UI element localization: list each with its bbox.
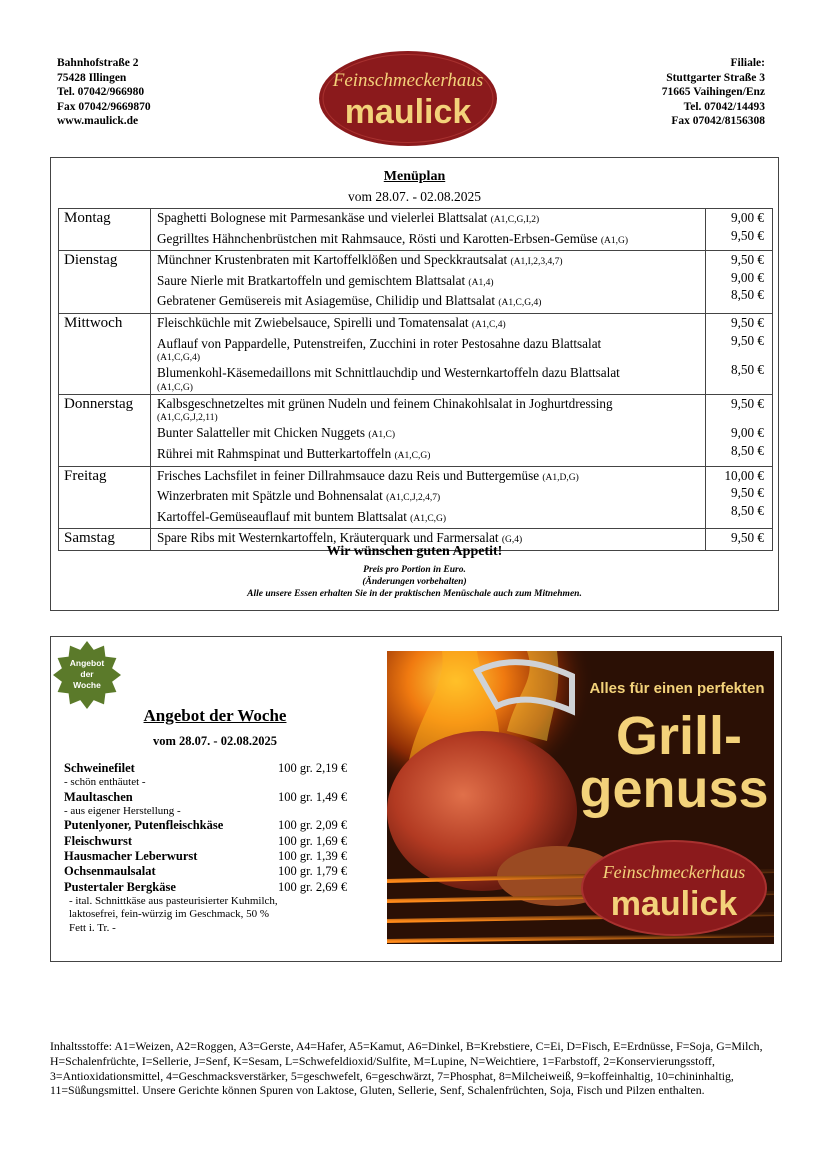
dish-item [157,467,705,488]
offer-item-name: Schweinefilet [64,761,135,775]
offer-item [64,818,364,833]
main-store-address [57,56,151,129]
offer-item-price: 100 gr. 1,69 € [278,833,348,848]
dish-price: 9,50 € [731,332,764,348]
note-line: Preis pro Portion in Euro. [363,565,466,575]
badge-line: Woche [73,680,101,690]
promo-logo-name: maulick [610,885,738,923]
dish-allergens: (A1,C,G,J,2,11) [157,413,218,424]
dish-allergens: (A1,C,G) [157,382,193,393]
offer-item [64,849,364,864]
dish-item [157,335,705,365]
price-list [706,394,773,466]
greeting: Wir wünschen guten Appetit! [326,544,503,559]
menu-table [58,208,773,551]
menu-title: Menüplan [383,169,446,184]
dish-text: Spaghetti Bolognese mit Parmesankäse und vielerlei Blattsalat [157,210,488,225]
offer-item-price: 100 gr. 2,19 € [278,761,348,775]
offer-item-name: Hausmacher Leberwurst [64,849,198,864]
day-name: Dienstag [59,251,151,314]
badge-line: Angebot [69,658,105,668]
phone-line: Tel. 07042/14493 [683,100,765,113]
address-line: 71665 Vaihingen/Enz [661,86,765,99]
dish-allergens: (A1,C,G,4) [498,298,542,309]
price-list [706,313,773,394]
dish-item [157,508,705,529]
dish-text: Rührei mit Rahmspinat und Butterkartoffeln [157,445,392,461]
offer-item [64,880,364,895]
offer-item-price: 100 gr. 1,49 € [278,789,348,804]
fax-line: Fax 07042/9669870 [57,100,151,113]
offer-item-name: Fleischwurst [64,833,133,848]
dish-allergens: (G,4) [501,535,523,546]
dish-allergens: (A1,I,2,3,4,7) [510,257,563,268]
dish-allergens: (A1,C,4) [471,319,506,330]
dish-text: Auflauf von Pappardelle, Putenstreifen, Zucchini in roter Pestosahne dazu Blattsalat [157,335,602,351]
menu-day-row [59,313,773,394]
menu-day-row [59,394,773,466]
dish-text: Spare Ribs mit Westernkartoffeln, Kräuterquark und Farmersalat [157,530,499,546]
menu-notes [51,564,778,600]
offer-item-price: 100 gr. 2,69 € [278,879,348,894]
dish-text: Gegrilltes Hähnchenbrüstchen mit Rahmsauce, Rösti und Karotten-Erbsen-Gemüse [157,230,598,246]
dish-item [157,292,705,313]
maulick-logo [318,50,498,147]
offer-date-range: vom 28.07. - 02.08.2025 [153,734,277,748]
dish-price: 9,50 € [731,485,764,501]
note-line: Alle unsere Essen erhalten Sie in der praktischen Menüschale auch zum Mitnehmen. [247,589,582,599]
day-name: Mittwoch [59,313,151,394]
address-line: 75428 Illingen [57,71,127,84]
logo-script: Feinschmeckerhaus [332,70,484,91]
dish-price: 8,50 € [731,362,764,378]
dish-price: 9,50 € [731,252,764,268]
offer-item-note: - aus eigener Herstellung - [64,805,181,818]
dish-text: Bunter Salatteller mit Chicken Nuggets [157,425,366,441]
menu-day-row [59,251,773,314]
menu-date-range: vom 28.07. - 02.08.2025 [347,189,482,204]
dish-list [151,466,706,529]
dish-text: Fleischküchle mit Zwiebelsauce, Spirelli und Tomatensalat [157,314,469,330]
offer-item-price: 100 gr. 1,39 € [278,849,348,864]
dish-list [151,251,706,314]
branch-address [662,56,765,129]
day-name: Freitag [59,466,151,529]
offer-item-note: - schön enthäutet - [64,776,146,789]
menu-day-row [59,466,773,529]
dish-text: Saure Nierle mit Bratkartoffeln und gemischtem Blattsalat [157,272,466,288]
promo-headline: genuss [579,759,769,819]
dish-text: Kartoffel-Gemüseauflauf mit buntem Blattsalat [157,508,407,524]
dish-allergens: (A1,C,G,I,2) [490,215,540,225]
price-list [706,251,773,314]
dish-price: 8,50 € [731,442,764,458]
dish-allergens: (A1,C,G,4) [157,353,201,364]
day-name: Samstag [59,529,151,551]
dish-price: 9,50 € [731,530,764,546]
dish-price: 9,00 € [731,210,764,225]
dish-item [157,364,705,394]
badge-line: der [80,669,94,679]
logo-name: maulick [344,93,472,131]
dish-allergens: (A1,D,G) [542,472,579,483]
offer-item-note: - ital. Schnittkäse aus pasteurisierter Kuhmilch, laktosefrei, fein-würzig im Geschmack, 50 % Fett i. Tr. - [69,895,278,934]
offer-title: Angebot der Woche [143,706,287,725]
dish-item [157,209,705,230]
fax-line: Fax 07042/8156308 [671,115,765,128]
dish-price: 9,00 € [731,269,764,285]
promo-logo-script: Feinschmeckerhaus [602,862,746,882]
address-line: Stuttgarter Straße 3 [666,71,765,84]
note-line: (Änderungen vorbehalten) [362,577,467,587]
website-link[interactable]: www.maulick.de [57,115,139,128]
phone-line: Tel. 07042/966980 [57,86,145,99]
dish-allergens: (A1,G) [600,235,629,246]
dish-text: Münchner Krustenbraten mit Kartoffelklößen und Speckkrautsalat [157,252,508,268]
dish-item [157,424,705,445]
dish-item [157,314,705,335]
offer-item-name: Putenlyoner, Putenfleischkäse [64,818,224,833]
dish-list [151,313,706,394]
dish-price: 8,50 € [731,287,764,303]
dish-price: 9,50 € [731,314,764,330]
branch-label: Filiale: [730,57,765,69]
dish-text: Winzerbraten mit Spätzle und Bohnensalat [157,488,383,504]
offer-item [64,864,364,879]
dish-item [157,272,705,293]
offer-item [64,790,364,805]
dish-text: Frisches Lachsfilet in feiner Dillrahmsauce dazu Reis und Buttergemüse [157,467,540,483]
menu-day-row [59,209,773,251]
dish-allergens: (A1,C) [368,430,395,441]
price-list [706,466,773,529]
offer-item-name: Maultaschen [64,789,133,804]
dish-price: 9,00 € [731,425,764,441]
dish-item [157,395,705,425]
menu-plan-box [50,157,779,611]
dish-item [157,487,705,508]
dish-allergens: (A1,C,J,2,4,7) [386,493,441,504]
offer-item [64,834,364,849]
day-name: Montag [59,209,151,251]
dish-allergens: (A1,4) [468,277,494,288]
offer-item-price: 100 gr. 1,79 € [278,864,348,879]
dish-allergens: (A1,C,G) [394,450,431,461]
promo-tagline: Alles für einen perfekten [589,680,765,697]
promo-headline: Grill- [615,706,743,766]
grill-promo-image [387,651,774,944]
dish-price: 10,00 € [724,467,764,483]
dish-item [157,230,705,251]
dish-item [157,445,705,466]
offer-item-name: Ochsenmaulsalat [64,864,156,879]
dish-price: 9,50 € [731,395,764,411]
offer-badge-icon [52,640,122,710]
offer-list [64,761,364,935]
offer-item [64,761,364,776]
dish-list [151,394,706,466]
dish-text: Kalbsgeschnetzeltes mit grünen Nudeln und feinem Chinakohlsalat in Joghurtdressing [157,395,613,411]
price-list [706,209,773,251]
allergen-legend: Inhaltsstoffe: A1=Weizen, A2=Roggen, A3=Gerste, A4=Hafer, A5=Kamut, A6=Dinkel, B=Krebstiere, C=Ei, D=Fisch, E=Erdnüsse, F=Soja, G=Milch, H=Schalenfrüchte, I=Sellerie, J=Senf, K=Sesam, L=Schwefeldioxid/Sulfite, M=Lupine, N=Weichtiere, 1=Farbstoff, 2=Konservierungsstoff, 3=Antioxidationsmittel, 4=Geschmacksverstärker, 5=geschwefelt, 6=geschwärzt, 7=Phosphat, 8=Milcheiweiß, 9=koffeinhaltig, 10=chininhaltig, 11=Süßungsmittel. Unsere Gerichte können Spuren von Laktose, Gluten, Sellerie, Senf, Schalenfrüchten, Soja, Fisch und Pilzen enthalten. [50,1039,763,1098]
dish-list [151,209,706,251]
offer-item-price: 100 gr. 2,09 € [278,818,348,833]
dish-allergens: (A1,C,G) [410,513,447,524]
dish-item [157,251,705,272]
dish-text: Blumenkohl-Käsemedaillons mit Schnittlauchdip und Westernkartoffeln dazu Blattsalat [157,365,620,381]
dish-price: 8,50 € [731,502,764,518]
dish-price: 9,50 € [731,227,764,243]
day-name: Donnerstag [59,394,151,466]
offer-item-name: Pustertaler Bergkäse [64,879,176,894]
dish-text: Gebratener Gemüsereis mit Asiagemüse, Chilidip und Blattsalat [157,293,496,309]
address-line: Bahnhofstraße 2 [57,57,139,69]
